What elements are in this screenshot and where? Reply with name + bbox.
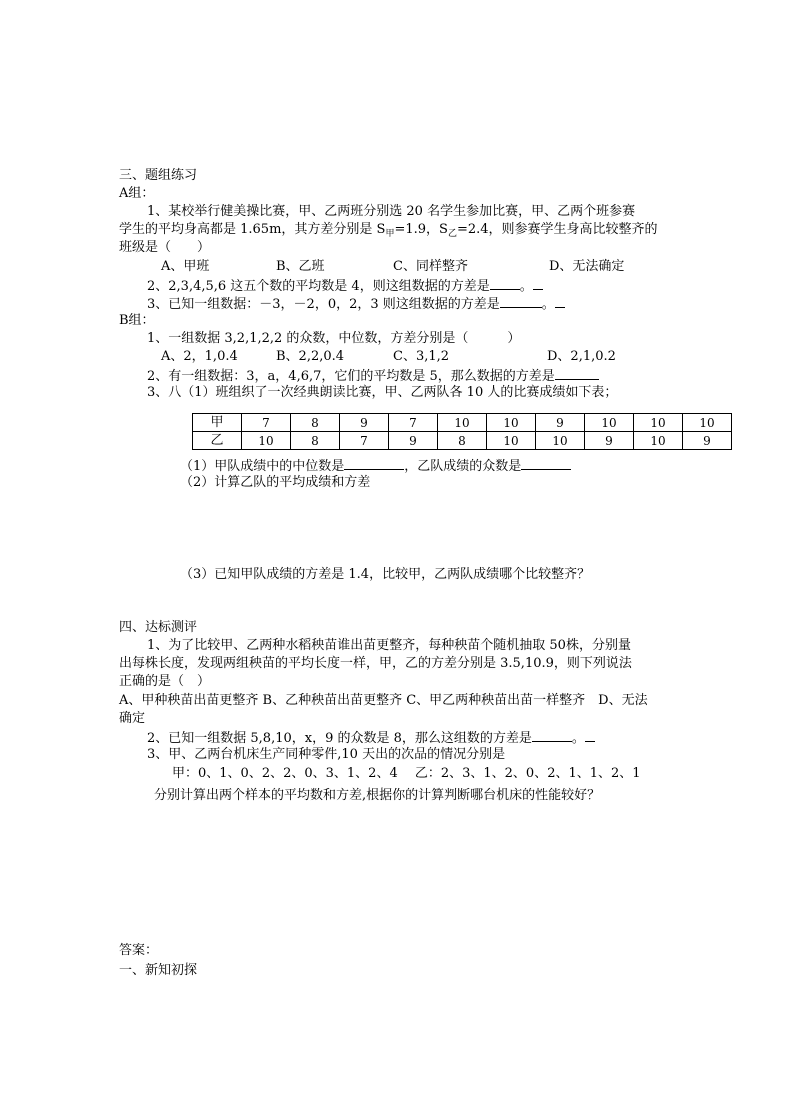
q1-option-b: B、乙班 [276, 259, 325, 274]
s4-q1-line1: 1、为了比较甲、乙两种水稻秧苗谁出苗更整齐，每种秧苗个随机抽取 50株，分别量 [147, 638, 631, 653]
s4-q1-line2: 出每株长度，发现两组秧苗的平均长度一样，甲，乙的方差分别是 3.5,10.9，则下列说法 [119, 656, 632, 671]
s4-q1-line4: A、甲种秧苗出苗更整齐 B、乙种秧苗出苗更整齐 C、甲乙两种秧苗出苗一样整齐 D、无法 [119, 693, 648, 708]
section-4-title: 四、达标测评 [119, 620, 198, 635]
q2-blank-tail [533, 276, 543, 290]
b3-part2: （2）计算乙队的平均成绩和方差 [180, 475, 371, 490]
table-cell: 10 [536, 432, 585, 450]
q1-sub-jia: 甲 [385, 229, 395, 239]
q3-line [147, 294, 565, 313]
b1-option-a: A、2，1,0.4 [161, 349, 238, 364]
table-cell: 9 [389, 432, 438, 450]
s4-q2-blank-tail [585, 728, 595, 742]
q3-blank-tail [555, 294, 565, 308]
b3-part3: （3）已知甲队成绩的方差是 1.4，比较甲，乙两队成绩哪个比较整齐？ [180, 567, 591, 582]
score-table [192, 413, 732, 450]
table-row [193, 432, 732, 450]
q1-line1: 1、某校举行健美操比赛，甲、乙两班分别选 20 名学生参加比赛，甲、乙两个班参赛 [147, 204, 636, 219]
table-cell: 10 [634, 414, 683, 432]
s4-q1-line3: 正确的是（ ） [119, 674, 211, 689]
s4-q1-line5: 确定 [119, 711, 146, 726]
b1-option-b: B、2,2,0.4 [276, 349, 345, 364]
row-label-yi: 乙 [193, 432, 242, 450]
b1-option-c: C、3,1,2 [393, 349, 450, 364]
table-cell: 10 [634, 432, 683, 450]
table-cell: 7 [242, 414, 291, 432]
s4-q3-line1: 3、甲、乙两台机床生产同种零件,10 天出的次品的情况分别是 [147, 747, 506, 762]
table-cell: 8 [291, 432, 340, 450]
q1-sub-yi: 乙 [447, 229, 457, 239]
q1-line2-c: =2.4，则参赛学生身高比较整齐的 [456, 222, 658, 237]
q1-option-d: D、无法确定 [549, 259, 625, 274]
s4-q3-line2: 甲：0、1、0、2、2、0、3、1、2、4 乙：2、3、1、2、0、2、1、1、2、1 [172, 766, 641, 781]
s4-q2-line [147, 728, 595, 747]
q1-option-a: A、甲班 [161, 259, 210, 274]
table-cell: 9 [683, 432, 732, 450]
table-cell: 8 [291, 414, 340, 432]
b1-option-d: D、2,1,0.2 [547, 349, 616, 364]
table-cell: 7 [340, 432, 389, 450]
b2-text: 2、有一组数据：3，a，4,6,7，它们的平均数是 5，那么数据的方差是 [147, 369, 555, 384]
b2-blank [555, 366, 599, 380]
table-cell: 9 [536, 414, 585, 432]
table-cell: 10 [585, 414, 634, 432]
b1-text: 1、一组数据 3,2,1,2,2 的众数，中位数，方差分别是（ ） [147, 331, 521, 346]
group-a-label: A组： [119, 186, 155, 201]
q1-line2-a: 学生的平均身高都是 1.65m，其方差分别是 S [119, 222, 386, 237]
s4-q2-text: 2、已知一组数据 5,8,10，x，9 的众数是 8，那么这组数的方差是 [147, 731, 532, 746]
table-cell: 8 [438, 432, 487, 450]
q1-option-c: C、同样整齐 [393, 259, 468, 274]
table-cell: 10 [242, 432, 291, 450]
q3-text: 3、已知一组数据：－3，－2，0，2，3 则这组数据的方差是 [147, 297, 500, 312]
s4-q3-line3: 分别计算出两个样本的平均数和方差,根据你的计算判断哪台机床的性能较好？ [154, 788, 601, 803]
answers-section-1: 一、新知初探 [119, 963, 198, 978]
table-cell: 10 [438, 414, 487, 432]
b3-part1 [180, 456, 571, 475]
b3-text: 3、八（1）班组织了一次经典朗读比赛，甲、乙两队各 10 人的比赛成绩如下表； [147, 385, 618, 400]
table-cell: 10 [683, 414, 732, 432]
q1-line3: 班级是（ ） [119, 240, 211, 255]
table-cell: 7 [389, 414, 438, 432]
answers-title: 答案： [119, 943, 159, 958]
q2-text: 2、2,3,4,5,6 这五个数的平均数是 4，则这组数据的方差是 [147, 279, 490, 294]
s4-q2-blank [532, 728, 572, 742]
b2-line [147, 366, 599, 385]
b3-part1-blank2 [521, 456, 571, 470]
q2-end: 。 [519, 279, 533, 294]
row-label-jia: 甲 [193, 414, 242, 432]
b3-part1-blank1 [344, 456, 404, 470]
table-row [193, 414, 732, 432]
q1-line2-b: =1.9，S [394, 222, 448, 237]
section-3-title: 三、题组练习 [119, 168, 198, 183]
s4-q2-end: 。 [571, 731, 585, 746]
table-cell: 10 [487, 432, 536, 450]
table-cell: 10 [487, 414, 536, 432]
table-cell: 9 [585, 432, 634, 450]
table-cell: 9 [340, 414, 389, 432]
group-b-label: B组： [119, 313, 155, 328]
b3-part1-b: ，乙队成绩的众数是 [404, 459, 522, 474]
q2-blank [490, 276, 520, 290]
q3-blank [500, 294, 542, 308]
q3-end: 。 [541, 297, 555, 312]
b3-part1-a: （1）甲队成绩中的中位数是 [180, 459, 345, 474]
q2-line [147, 276, 543, 295]
